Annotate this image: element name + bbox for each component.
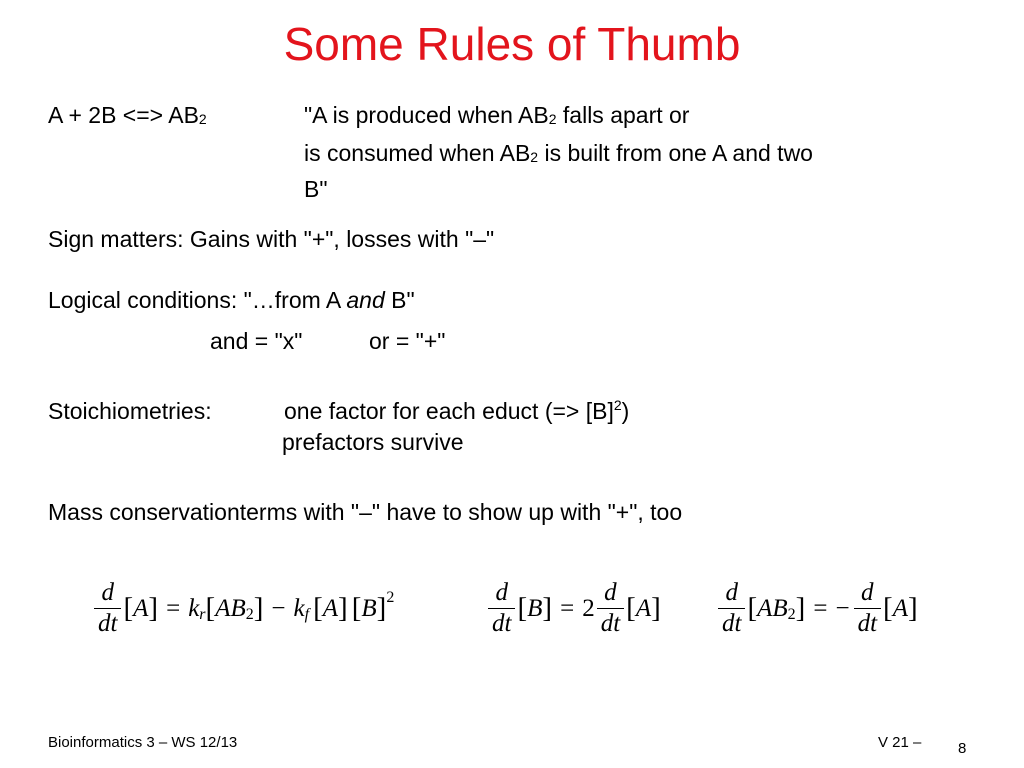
or-rule: or = "+" — [369, 328, 446, 354]
stoichiometries-label: Stoichiometries: — [48, 398, 212, 424]
logical-conditions: Logical conditions: "…from A and B" — [48, 287, 415, 313]
slide-title: Some Rules of Thumb — [283, 18, 741, 70]
equation-1: $\frac{d}{dt}$ [ A ] = k r [ AB 2 ] − k f [ A ] [ B ] 2 — [92, 578, 394, 639]
equation-2: $\frac{d}{dt}$ [ B ] = 2 $\frac{d}{dt}$ [ A ] — [486, 578, 661, 639]
and-rule: and = "x" — [210, 328, 303, 354]
derivative-operator: $\frac{d}{dt}$ — [94, 578, 121, 639]
reaction-explanation-line-2: is consumed when AB2 is built from one A and two — [304, 140, 813, 166]
stoichiometries-rule-1: one factor for each educt (=> $[B]^2$) — [284, 397, 630, 424]
footer-course: Bioinformatics 3 – WS 12/13 — [48, 734, 238, 751]
stoichiometries-rule-2: prefactors survive — [282, 429, 464, 455]
footer-lecture: V 21 – — [878, 734, 922, 751]
equation-3: $\frac{d}{dt}$ [ AB 2 ] = − $\frac{d}{dt}$ [ A ] — [716, 578, 918, 639]
derivative-operator: $\frac{d}{dt}$ — [718, 578, 745, 639]
page-number: 8 — [958, 740, 967, 757]
reaction-equation: A + 2B <=> AB2 — [48, 102, 207, 128]
derivative-operator: $\frac{d}{dt}$ — [597, 578, 624, 639]
reaction-explanation-line-3: B" — [304, 176, 328, 202]
reaction-explanation-line-1: "A is produced when AB2 falls apart or — [304, 102, 690, 128]
mass-conservation-rule: Mass conservationterms with "–" have to show up with "+", too — [48, 499, 683, 525]
derivative-operator: $\frac{d}{dt}$ — [488, 578, 515, 639]
derivative-operator: $\frac{d}{dt}$ — [854, 578, 881, 639]
sign-rule: Sign matters: Gains with "+", losses with "–" — [48, 226, 495, 252]
